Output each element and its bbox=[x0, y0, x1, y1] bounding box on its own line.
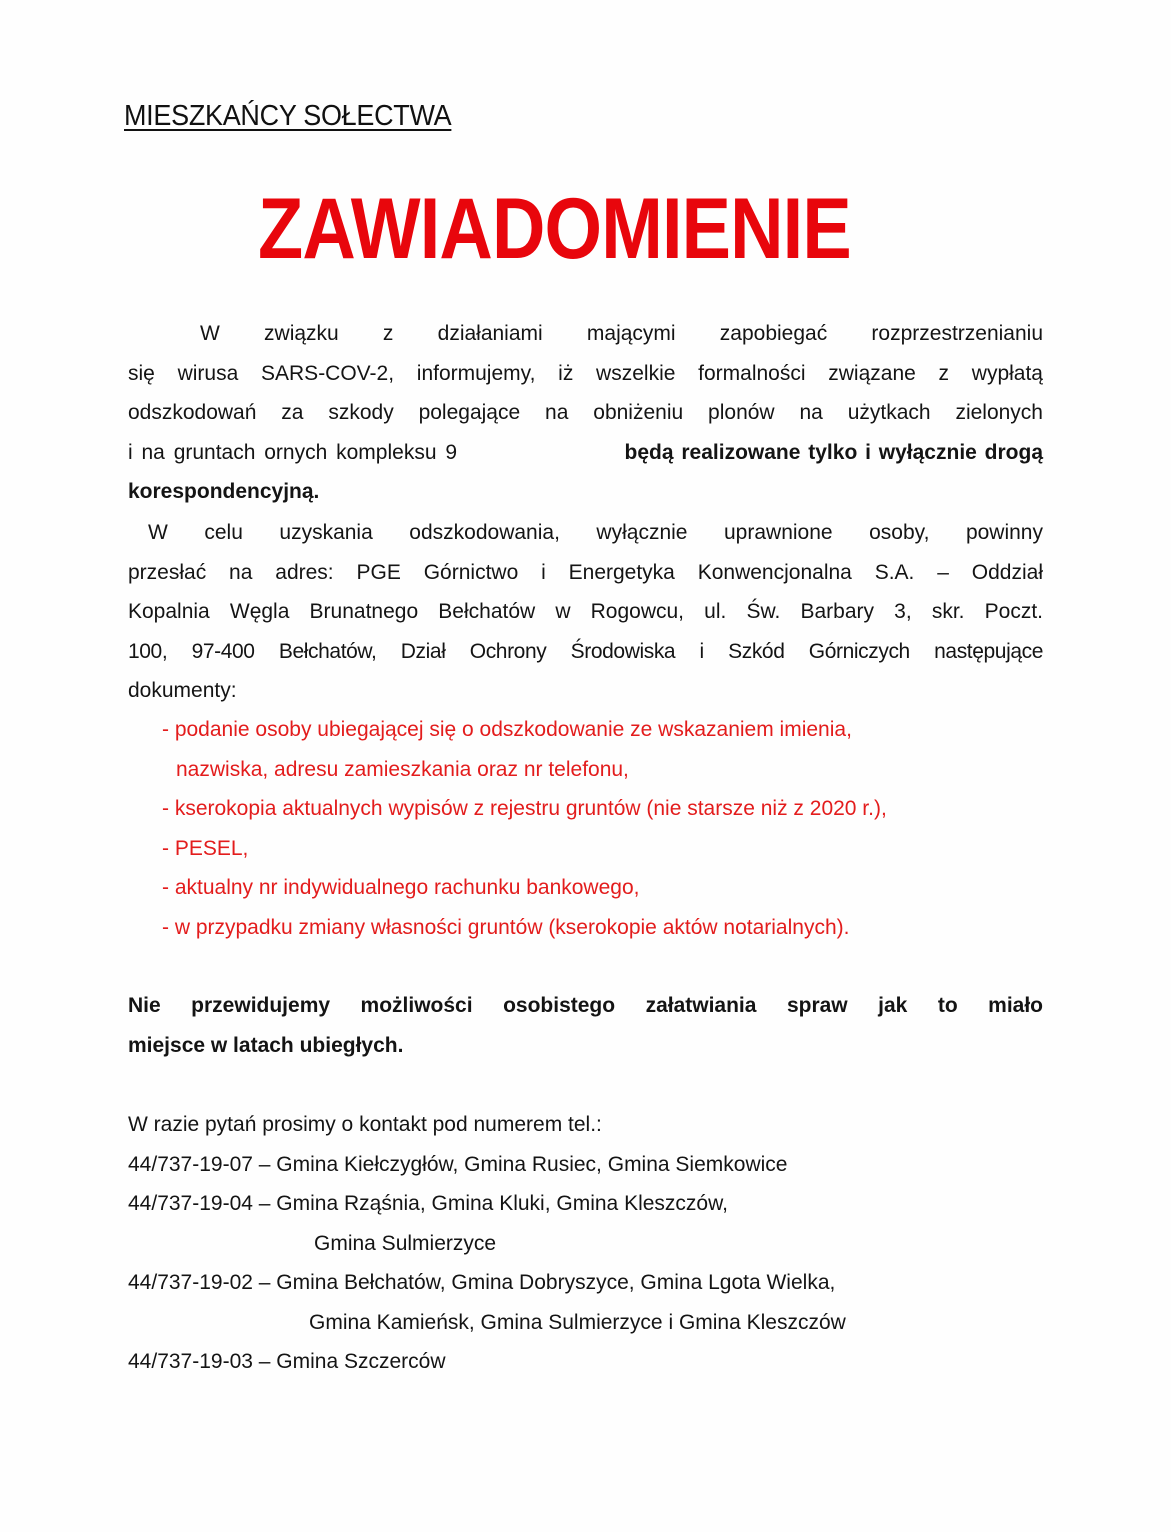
paragraph-line: przesłać na adres: PGE Górnictwo i Energetyka Konwencjonalna S.A. – Oddział bbox=[128, 560, 1043, 584]
paragraph-instructions bbox=[128, 513, 1043, 711]
list-item: - w przypadku zmiany własności gruntów (kserokopie aktów notarialnych). bbox=[162, 915, 850, 939]
contact-section bbox=[128, 1105, 846, 1382]
paragraph-line: W celu uzyskania odszkodowania, wyłącznie uprawnione osoby, powinny bbox=[148, 521, 1043, 544]
required-documents-list bbox=[162, 710, 887, 947]
contact-intro: W razie pytań prosimy o kontakt pod numerem tel.: bbox=[128, 1113, 602, 1136]
paragraph-text: i na gruntach ornych kompleksu 9 bbox=[128, 440, 458, 464]
contact-entry: 44/737-19-04 – Gmina Rząśnia, Gmina Kluki, Gmina Kleszczów, bbox=[128, 1192, 728, 1215]
notice-line: Nie przewidujemy możliwości osobistego załatwiania spraw jak to miało bbox=[128, 994, 1043, 1017]
document-title: ZAWIADOMIENIE bbox=[258, 181, 851, 277]
contact-entry: 44/737-19-02 – Gmina Bełchatów, Gmina Dobryszyce, Gmina Lgota Wielka, bbox=[128, 1271, 836, 1294]
paragraph-line: 100, 97-400 Bełchatów, Dział Ochrony Środowiska i Szkód Górniczych następujące bbox=[128, 639, 1043, 663]
list-item: - PESEL, bbox=[162, 836, 249, 860]
emphasis-text: korespondencyjną. bbox=[128, 480, 320, 503]
paragraph-line: się wirusa SARS-COV-2, informujemy, iż wszelkie formalności związane z wypłatą bbox=[128, 361, 1043, 385]
paragraph-covid-notice bbox=[128, 314, 1043, 512]
paragraph-line bbox=[128, 433, 1043, 473]
list-item: - podanie osoby ubiegającej się o odszkodowanie ze wskazaniem imienia, bbox=[162, 718, 852, 741]
list-item: - kserokopia aktualnych wypisów z rejestru gruntów (nie starsze niż z 2020 r.), bbox=[162, 797, 887, 820]
paragraph-line: W związku z działaniami mającymi zapobiegać rozprzestrzenianiu bbox=[200, 322, 1043, 345]
addressee-heading: MIESZKAŃCY SOŁECTWA bbox=[124, 100, 452, 132]
contact-entry-continuation: Gmina Sulmierzyce bbox=[314, 1231, 497, 1255]
notice-no-personal-visits bbox=[128, 986, 1043, 1065]
paragraph-line: Kopalnia Węgla Brunatnego Bełchatów w Rogowcu, ul. Św. Barbary 3, skr. Poczt. bbox=[128, 600, 1043, 623]
paragraph-line: odszkodowań za szkody polegające na obniżeniu plonów na użytkach zielonych bbox=[128, 401, 1043, 424]
contact-entry-continuation: Gmina Kamieńsk, Gmina Sulmierzyce i Gmina Kleszczów bbox=[309, 1310, 846, 1334]
notice-line: miejsce w latach ubiegłych. bbox=[128, 1033, 404, 1057]
list-item: - aktualny nr indywidualnego rachunku bankowego, bbox=[162, 876, 640, 899]
contact-entry: 44/737-19-07 – Gmina Kiełczygłów, Gmina Rusiec, Gmina Siemkowice bbox=[128, 1152, 788, 1176]
paragraph-line: dokumenty: bbox=[128, 679, 237, 702]
emphasis-text: będą realizowane tylko i wyłącznie drogą bbox=[624, 440, 1043, 464]
list-item-continuation: nazwiska, adresu zamieszkania oraz nr telefonu, bbox=[176, 757, 629, 781]
contact-entry: 44/737-19-03 – Gmina Szczerców bbox=[128, 1350, 446, 1373]
